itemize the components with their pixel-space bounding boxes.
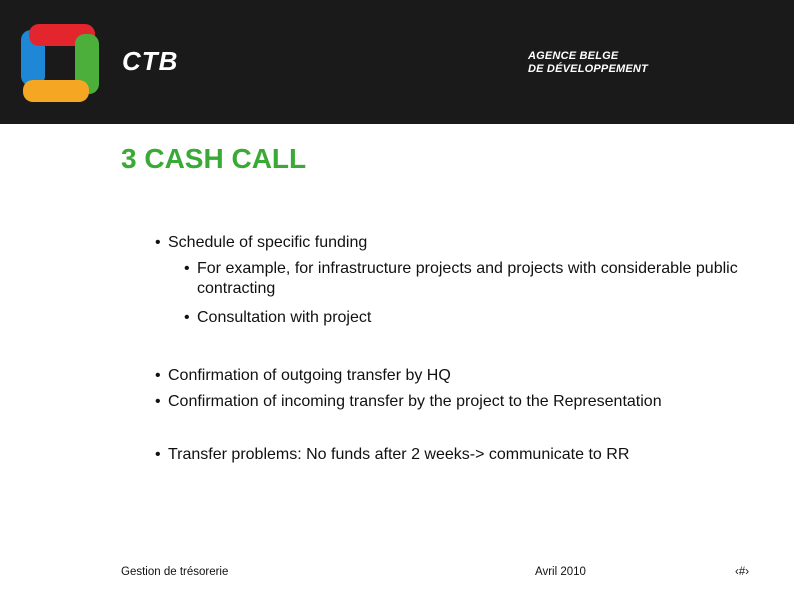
- bullet-item: [155, 366, 451, 386]
- bullet-text: Confirmation of incoming transfer by the project to the Representation: [168, 393, 662, 410]
- bullet-text: Transfer problems: No funds after 2 weeks-> communicate to RR: [168, 446, 630, 463]
- bullet-text: Confirmation of outgoing transfer by HQ: [168, 367, 451, 384]
- sub-bullet-item: [184, 308, 371, 328]
- bullet-text: Schedule of specific funding: [168, 234, 368, 251]
- footer-date: Avril 2010: [535, 566, 586, 578]
- sub-bullet-item: [184, 259, 764, 299]
- agency-line-1: AGENCE BELGE: [528, 50, 619, 62]
- bullet-item: [155, 392, 662, 412]
- bullet-dot-icon: •: [155, 234, 161, 251]
- bullet-text: For example, for infrastructure projects and projects with considerable public contracting: [197, 260, 738, 297]
- header-bar: [0, 0, 794, 124]
- bullet-dot-icon: •: [155, 367, 161, 384]
- slide-title: 3 CASH CALL: [121, 143, 307, 174]
- bullet-dot-icon: •: [155, 393, 161, 410]
- bullet-item: [155, 445, 629, 465]
- agency-line-2: DE DÉVELOPPEMENT: [528, 63, 648, 75]
- agency-name: [528, 50, 648, 76]
- bullet-dot-icon: •: [155, 446, 161, 463]
- ctb-logo-icon: [15, 20, 103, 106]
- bullet-dot-icon: •: [184, 260, 190, 277]
- footer-left: Gestion de trésorerie: [121, 566, 229, 578]
- page-number: ‹#›: [735, 566, 750, 578]
- bullet-item: [155, 233, 367, 253]
- brand-name: CTB: [122, 46, 179, 76]
- bullet-dot-icon: •: [184, 309, 190, 326]
- bullet-text: Consultation with project: [197, 309, 372, 326]
